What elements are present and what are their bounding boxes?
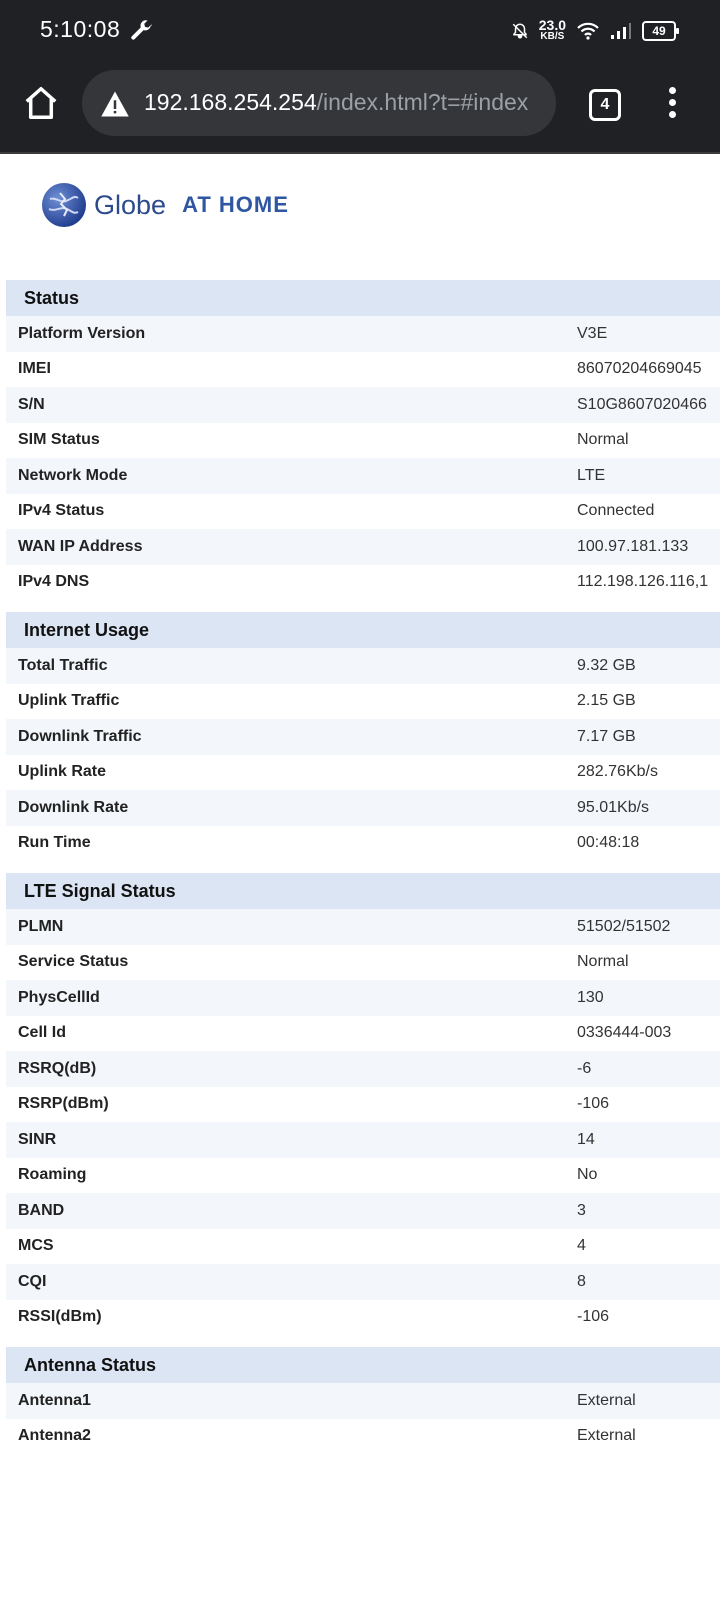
table-row	[6, 1051, 720, 1087]
table-row	[6, 1016, 720, 1052]
table-row	[6, 980, 720, 1016]
table-row	[6, 1300, 720, 1336]
table-row	[6, 755, 720, 791]
globe-at-home-logo	[40, 180, 289, 230]
row-value: External	[577, 1391, 636, 1409]
row-value: 112.198.126.116,1	[577, 573, 709, 591]
table-row	[6, 1419, 720, 1455]
home-icon[interactable]	[22, 84, 60, 122]
row-value: External	[577, 1427, 636, 1445]
table-row	[6, 1122, 720, 1158]
row-value: -106	[577, 1095, 610, 1113]
status-icons	[511, 16, 676, 46]
table-row	[6, 494, 720, 530]
row-value: Normal	[577, 431, 629, 449]
browser-toolbar	[0, 60, 720, 154]
row-value: S10G8607020466	[577, 395, 707, 413]
table-row	[6, 352, 720, 388]
section-status	[6, 280, 720, 600]
table-row	[6, 945, 720, 981]
table-row	[6, 719, 720, 755]
row-value: Connected	[577, 502, 655, 520]
row-value: 100.97.181.133	[577, 537, 689, 555]
row-value: No	[577, 1166, 598, 1184]
row-label: RSRQ(dB)	[18, 1059, 97, 1077]
table-row	[6, 1264, 720, 1300]
row-value: 14	[577, 1130, 595, 1148]
row-label: Downlink Rate	[18, 798, 129, 816]
table-row	[6, 1158, 720, 1194]
url-path: /index.html?t=#index	[316, 89, 529, 115]
row-label: Downlink Traffic	[18, 727, 142, 745]
table-row	[6, 1229, 720, 1265]
table-row	[6, 316, 720, 352]
row-value: 7.17 GB	[577, 727, 636, 745]
row-label: Network Mode	[18, 466, 128, 484]
row-label: CQI	[18, 1272, 47, 1290]
row-value: 0336444-003	[577, 1024, 672, 1042]
row-value: 86070204669045	[577, 360, 702, 378]
row-label: RSSI(dBm)	[18, 1308, 102, 1326]
row-label: Platform Version	[18, 324, 146, 342]
logo-globe-text: Globe	[94, 189, 167, 220]
more-menu-icon[interactable]	[662, 84, 682, 122]
mute-bell-icon	[511, 21, 529, 41]
table-row	[6, 1087, 720, 1123]
row-label: IMEI	[18, 360, 51, 378]
table-row	[6, 648, 720, 684]
row-label: Roaming	[18, 1166, 87, 1184]
signal-icon	[610, 22, 632, 40]
globe-logo-icon	[40, 181, 88, 229]
row-value: 3	[577, 1201, 586, 1219]
row-value: Normal	[577, 953, 629, 971]
section-antenna-status	[6, 1347, 720, 1454]
row-value: -6	[577, 1059, 592, 1077]
section-header: Internet Usage	[6, 612, 720, 648]
row-value: 4	[577, 1237, 586, 1255]
row-value: LTE	[577, 466, 606, 484]
table-row	[6, 790, 720, 826]
table-row	[6, 458, 720, 494]
row-value: -106	[577, 1308, 610, 1326]
url-text[interactable]	[144, 89, 528, 116]
section-lte-signal-status	[6, 873, 720, 1335]
row-label: BAND	[18, 1201, 65, 1219]
network-speed: 23.0 KB/S	[538, 17, 566, 42]
table-row	[6, 826, 720, 862]
row-value: 51502/51502	[577, 917, 671, 935]
section-header: Antenna Status	[6, 1347, 720, 1383]
row-value: 95.01Kb/s	[577, 798, 650, 816]
row-label: Antenna2	[18, 1427, 91, 1445]
table-row	[6, 684, 720, 720]
table-row	[6, 909, 720, 945]
row-label: WAN IP Address	[18, 537, 143, 555]
row-label: SINR	[18, 1130, 57, 1148]
row-value: 130	[577, 988, 604, 1006]
row-value: 2.15 GB	[577, 692, 636, 710]
row-value: 9.32 GB	[577, 656, 636, 674]
row-label: PhysCellId	[18, 988, 100, 1006]
row-label: Run Time	[18, 834, 91, 852]
row-label: Total Traffic	[18, 656, 108, 674]
row-label: Cell Id	[18, 1024, 67, 1042]
row-value: 8	[577, 1272, 586, 1290]
system-status-bar	[0, 0, 720, 60]
tab-switcher-button[interactable]: 4	[589, 89, 621, 121]
row-label: Uplink Rate	[18, 763, 107, 781]
row-label: Service Status	[18, 953, 129, 971]
section-internet-usage	[6, 612, 720, 861]
section-header: LTE Signal Status	[6, 873, 720, 909]
logo-at-home-text: AT HOME	[182, 192, 289, 217]
battery-icon: 49	[642, 21, 676, 41]
url-host: 192.168.254.254	[144, 89, 317, 115]
row-value: 00:48:18	[577, 834, 640, 852]
row-label: Uplink Traffic	[18, 692, 120, 710]
wifi-icon	[576, 21, 600, 41]
row-label: PLMN	[18, 917, 64, 935]
table-row	[6, 423, 720, 459]
table-row	[6, 1383, 720, 1419]
row-label: MCS	[18, 1237, 54, 1255]
table-row	[6, 387, 720, 423]
row-label: Antenna1	[18, 1391, 91, 1409]
row-value: 282.76Kb/s	[577, 763, 658, 781]
table-row	[6, 565, 720, 601]
row-value: V3E	[577, 324, 608, 342]
address-bar[interactable]	[82, 70, 556, 136]
row-label: S/N	[18, 395, 45, 413]
warning-icon[interactable]	[100, 90, 130, 118]
wrench-icon	[128, 18, 154, 44]
status-content	[6, 280, 720, 1466]
section-header: Status	[6, 280, 720, 316]
row-label: IPv4 Status	[18, 502, 105, 520]
clock: 5:10:08	[40, 16, 121, 42]
row-label: RSRP(dBm)	[18, 1095, 109, 1113]
table-row	[6, 1193, 720, 1229]
row-label: SIM Status	[18, 431, 100, 449]
table-row	[6, 529, 720, 565]
row-label: IPv4 DNS	[18, 573, 90, 591]
